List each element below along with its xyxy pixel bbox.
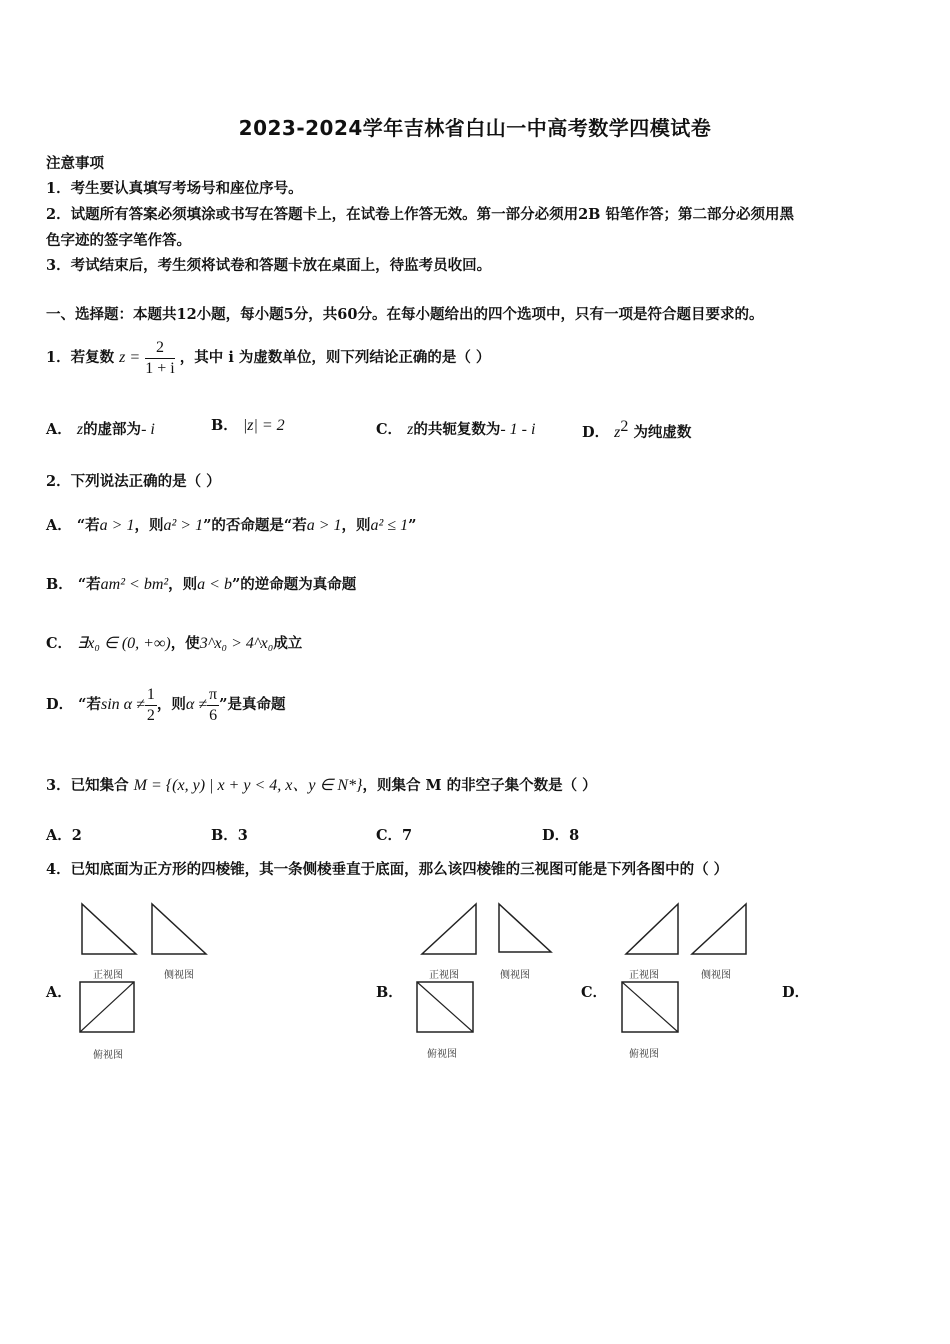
option-text: 成立 <box>273 635 303 652</box>
page-title: 2023-2024学年吉林省白山一中高考数学四模试卷 <box>238 116 712 140</box>
q2-option-b <box>46 573 356 594</box>
option-label: B． <box>46 576 73 593</box>
option-a-top-view <box>78 980 140 1036</box>
option-text: ，使 <box>170 635 200 652</box>
q2-option-c <box>46 632 302 653</box>
option-text: ，则 <box>156 696 186 713</box>
q1-option-a <box>46 418 155 439</box>
q3-option-c: C．7 <box>376 827 413 844</box>
notice-heading: 注意事项 <box>46 155 104 172</box>
option-c-front-label: 正视图 <box>629 970 659 981</box>
question-3 <box>46 772 597 795</box>
q1-option-d <box>582 418 691 442</box>
option-text: ”是真命题 <box>219 696 286 713</box>
option-label: C． <box>46 635 73 652</box>
option-text: 的虚部为 <box>83 421 142 438</box>
q4-option-a: A． <box>46 984 72 1001</box>
option-c-side-view <box>690 902 760 958</box>
math: a > 1 <box>99 517 135 534</box>
option-b-side-label: 侧视图 <box>500 970 530 981</box>
math: z <box>614 423 621 441</box>
question-4: 4．已知底面为正方形的四棱锥，其一条侧棱垂直于底面，那么该四棱锥的三视图可能是下列各图中的（ ） <box>46 861 729 878</box>
q3-prefix: 3．已知集合 <box>46 777 129 794</box>
option-text: ”的逆命题为真命题 <box>231 576 357 593</box>
notice-item: 色字迹的签字笔作答。 <box>46 232 191 249</box>
q4-option-d: D． <box>782 984 810 1001</box>
q4-option-b: B． <box>376 984 403 1001</box>
q1-z-eq: z = <box>119 349 141 366</box>
math: ∃x₀ ∈ (0, +∞) <box>77 635 171 652</box>
option-text: “若 <box>78 696 101 713</box>
option-a-front-view <box>78 902 148 958</box>
q2-option-d <box>46 680 285 730</box>
math: am² < bm² <box>100 576 169 593</box>
option-b-top-label: 俯视图 <box>427 1049 457 1060</box>
option-text: ” <box>408 517 417 534</box>
option-c-top-label: 俯视图 <box>629 1049 659 1060</box>
q1-den: 1 + i <box>145 359 175 377</box>
option-b-front-label: 正视图 <box>429 970 459 981</box>
option-text: ”的否命题是“若 <box>203 517 307 534</box>
math: a² > 1 <box>163 517 204 534</box>
q1-suffix: ，其中 i 为虚数单位，则下列结论正确的是（ ） <box>179 349 491 366</box>
q1-prefix: 1．若复数 <box>46 349 115 366</box>
q1-option-b <box>211 414 285 435</box>
notice-item: 2．试题所有答案必须填涂或书写在答题卡上，在试卷上作答无效。第一部分必须用2B 铅笔作答；第二部分必须用黑 <box>46 206 794 223</box>
math: M = {(x, y) | x + y < 4, x、y ∈ N*} <box>133 777 363 794</box>
q3-option-d: D．8 <box>542 827 580 844</box>
notice-item: 3．考试结束后，考生须将试卷和答题卡放在桌面上，待监考员收回。 <box>46 257 492 274</box>
option-label: B． <box>211 417 238 434</box>
notice-item: 1．考生要认真填写考场号和座位序号。 <box>46 180 303 197</box>
option-label: C． <box>376 421 403 438</box>
option-c-top-view <box>620 980 682 1036</box>
option-c-front-view <box>622 902 692 958</box>
math: 2 <box>620 418 629 435</box>
option-label: A． <box>46 421 72 438</box>
math: sin α ≠ <box>100 696 145 713</box>
q1-num: 2 <box>145 338 174 359</box>
section-heading: 一、选择题：本题共12小题，每小题5分，共60分。在每小题给出的四个选项中，只有一项是符合题目要求的。 <box>46 306 764 323</box>
q3-option-b: B．3 <box>211 827 248 844</box>
q4-option-c: C． <box>581 984 608 1001</box>
math: - i <box>141 421 155 438</box>
math: - 1 - i <box>500 421 536 438</box>
option-text: “若 <box>77 576 101 593</box>
q3-suffix: ，则集合 M 的非空子集个数是（ ） <box>362 777 597 794</box>
option-a-front-label: 正视图 <box>93 970 123 981</box>
option-b-front-view <box>420 902 490 958</box>
math: a > 1 <box>306 517 342 534</box>
fraction <box>145 685 157 726</box>
option-label: D． <box>582 423 610 441</box>
math: α ≠ <box>185 696 208 713</box>
option-text: ，则 <box>341 517 371 534</box>
option-b-top-view <box>415 980 477 1036</box>
math: z <box>407 421 414 438</box>
option-a-side-label: 侧视图 <box>164 970 194 981</box>
math: a < b <box>197 576 232 593</box>
q1-fraction <box>145 338 174 379</box>
option-text: ，则 <box>134 517 164 534</box>
question-1 <box>46 328 490 388</box>
math: z <box>76 421 84 438</box>
numerator: 1 <box>145 685 157 706</box>
option-text: “若 <box>76 517 100 534</box>
option-label: D． <box>46 696 74 713</box>
numerator: π <box>207 685 219 706</box>
math: |z| = 2 <box>242 417 285 434</box>
option-text: ，则 <box>168 576 198 593</box>
question-2: 2．下列说法正确的是（ ） <box>46 473 221 490</box>
option-a-top-label: 俯视图 <box>93 1050 123 1061</box>
option-text: 的共轭复数为 <box>413 421 501 438</box>
option-a-side-view <box>148 902 218 958</box>
fraction <box>207 685 219 726</box>
q1-option-c <box>376 418 535 439</box>
option-c-side-label: 侧视图 <box>701 970 731 981</box>
option-b-side-view <box>495 902 565 958</box>
option-text: 为纯虚数 <box>633 423 692 441</box>
q3-option-a: A．2 <box>46 827 82 844</box>
denominator: 6 <box>209 706 218 724</box>
math: a² ≤ 1 <box>370 517 409 534</box>
q2-option-a <box>46 514 416 535</box>
math: 3^x₀ > 4^x₀ <box>199 635 274 652</box>
option-label: A． <box>46 517 72 534</box>
denominator: 2 <box>146 706 155 724</box>
